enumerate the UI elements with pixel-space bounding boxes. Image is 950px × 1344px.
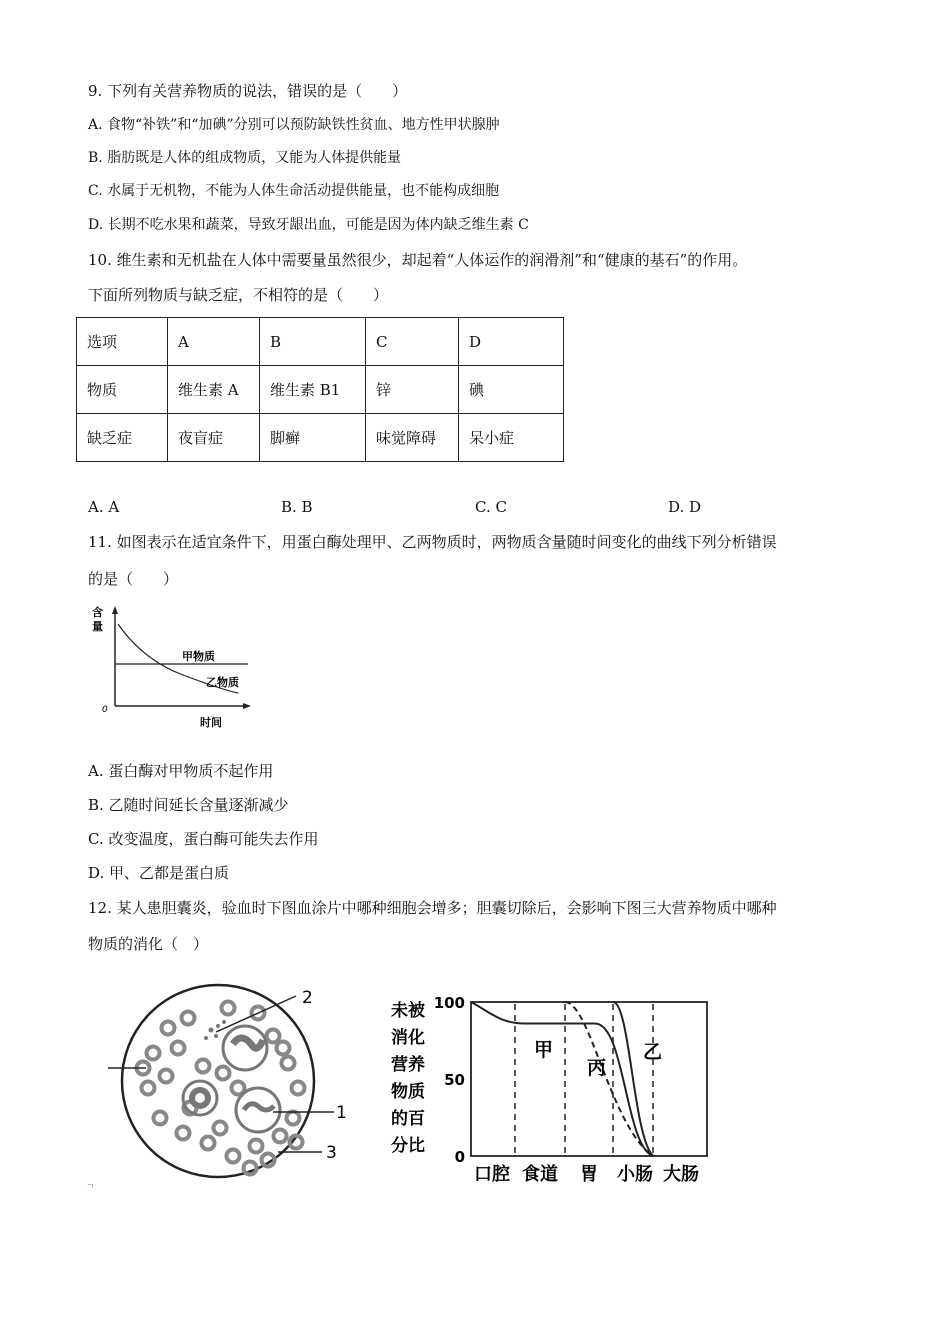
y-tick-label: 50 (444, 1071, 465, 1089)
q11-y-label-1: 含 (92, 606, 103, 619)
table-cell: 碘 (459, 366, 564, 414)
x-tick-label: 小肠 (617, 1164, 653, 1185)
table-cell: 锌 (366, 366, 459, 414)
q10-answer-c: C. C (475, 498, 507, 516)
q9-option-c: C. 水属于无机物，不能为人体生命活动提供能量，也不能构成细胞 (88, 183, 500, 199)
q10-stem-line1: 10. 维生素和无机盐在人体中需要量虽然很少，却起着“人体运作的润滑剂”和“健康的基石”的作用。 (88, 251, 748, 269)
q12-blood-smear-figure (108, 978, 358, 1200)
y-label-line: 的百 (391, 1109, 425, 1129)
q9-option-b: B. 脂肪既是人体的组成物质，又能为人体提供能量 (88, 150, 402, 166)
table-row (77, 414, 564, 462)
table-cell: 夜盲症 (168, 414, 260, 462)
table-cell: 物质 (77, 366, 168, 414)
q12-digestion-chart (385, 990, 715, 1190)
platelet (222, 1020, 226, 1024)
x-tick-label: 胃 (580, 1164, 598, 1185)
table-cell: 维生素 A (168, 366, 260, 414)
label-1: 1 (336, 1103, 347, 1123)
series-line-yi (613, 1002, 653, 1156)
q10-answer-d: D. D (668, 498, 702, 516)
x-ticks (474, 1163, 699, 1185)
y-tick-label: 0 (454, 1148, 465, 1166)
q9-option-d: D. 长期不吃水果和蔬菜，导致牙龈出血，可能是因为体内缺乏维生素 C (88, 217, 529, 233)
series-line-bing (565, 1002, 653, 1156)
q11-option-d: D. 甲、乙都是蛋白质 (88, 864, 230, 882)
q11-x-label: 时间 (200, 716, 222, 729)
table-cell: D (459, 318, 564, 366)
table-cell: 味觉障碍 (366, 414, 459, 462)
platelet (209, 1028, 214, 1033)
q11-series-2-label: 乙物质 (206, 676, 239, 689)
q11-stem-line2: 的是（ ） (88, 570, 179, 588)
series-label: 乙 (643, 1041, 663, 1063)
series-label: 甲 (534, 1039, 554, 1061)
y-label-line: 物质 (391, 1082, 425, 1102)
q11-option-b: B. 乙随时间延长含量逐渐减少 (88, 796, 289, 814)
q11-stem-line1: 11. 如图表示在适宜条件下，用蛋白酶处理甲、乙两物质时，两物质含量随时间变化的曲线下列分析错误 (88, 533, 777, 551)
q12-stem-line1: 12. 某人患胆囊炎，验血时下图血涂片中哪种细胞会增多；胆囊切除后，会影响下图三大营养物质中哪种 (88, 899, 777, 917)
table-cell: 呆小症 (459, 414, 564, 462)
q10-answer-a: A. A (88, 498, 120, 516)
q11-option-a: A. 蛋白酶对甲物质不起作用 (88, 762, 274, 780)
y-tick-label: 100 (433, 994, 465, 1012)
table-cell: B (260, 318, 366, 366)
y-label-line: 未被 (391, 1001, 425, 1021)
table-cell: C (366, 318, 459, 366)
platelet (204, 1036, 208, 1040)
q9-option-a: A. 食物“补铁”和“加碘”分别可以预防缺铁性贫血、地方性甲状腺肿 (88, 117, 500, 133)
q9-stem: 9. 下列有关营养物质的说法，错误的是（ ） (88, 82, 408, 100)
q11-y-axis-arrow (112, 606, 118, 614)
q11-y-label-2: 量 (92, 620, 103, 633)
series-curves (471, 1002, 653, 1156)
q10-table (76, 317, 564, 462)
table-row (77, 318, 564, 366)
table-cell: 维生素 B1 (260, 366, 366, 414)
footer-mark: ᄀ (86, 1185, 95, 1195)
plot-frame (471, 1002, 707, 1156)
q11-x-axis-arrow (243, 703, 251, 709)
y-label-line: 营养 (391, 1055, 425, 1075)
table-cell: 选项 (77, 318, 168, 366)
series-labels (534, 1039, 662, 1079)
q11-series-1-label: 甲物质 (182, 650, 215, 663)
x-tick-label: 大肠 (663, 1164, 699, 1185)
y-axis-label (391, 1000, 426, 1156)
q10-stem-line2: 下面所列物质与缺乏症，不相符的是（ ） (88, 286, 389, 304)
label-2: 2 (302, 988, 313, 1008)
label-3: 3 (326, 1143, 337, 1163)
platelet (216, 1024, 220, 1028)
q11-origin: 0 (102, 705, 108, 715)
y-ticks (434, 994, 465, 1166)
series-label: 丙 (587, 1057, 607, 1079)
x-tick-label: 口腔 (474, 1164, 510, 1185)
q12-stem-line2: 物质的消化（ ） (88, 935, 209, 953)
table-row (77, 366, 564, 414)
q10-answer-b: B. B (281, 498, 313, 516)
table-cell: A (168, 318, 260, 366)
series-line-jia (471, 1002, 653, 1156)
table-cell: 脚癣 (260, 414, 366, 462)
q11-figure (88, 600, 258, 735)
q11-option-c: C. 改变温度，蛋白酶可能失去作用 (88, 830, 319, 848)
platelet (214, 1034, 218, 1038)
table-cell: 缺乏症 (77, 414, 168, 462)
red-blood-cell (290, 1136, 303, 1149)
y-label-line: 分比 (391, 1136, 425, 1156)
y-label-line: 消化 (391, 1028, 425, 1048)
x-tick-label: 食道 (522, 1164, 558, 1185)
